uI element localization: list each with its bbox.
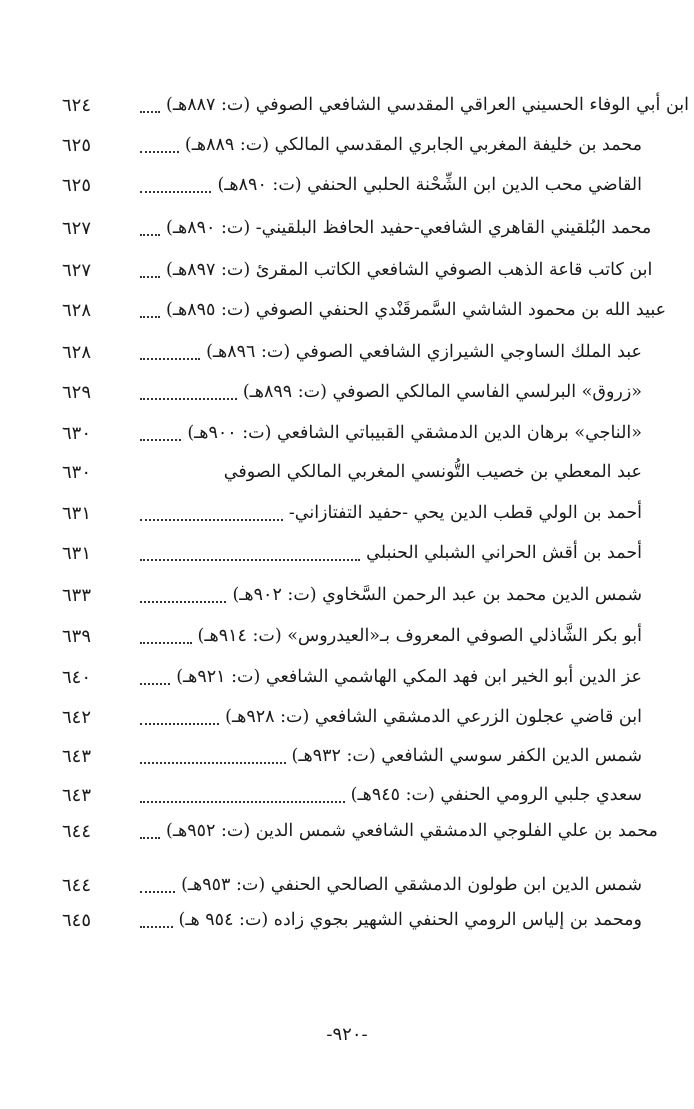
entry-title: «زروق» البرلسي الفاسي المالكي الصوفي (ت: ٨٩٩هـ) — [242, 382, 642, 402]
dot-leader — [140, 97, 160, 113]
entry-title: عبد الملك الساوجي الشيرازي الشافعي الصوفي (ت: ٨٩٦هـ) — [206, 342, 642, 362]
entry-title: شمس الدين الكفر سوسي الشافعي (ت: ٩٣٢هـ) — [291, 746, 642, 766]
dot-leader — [140, 628, 192, 644]
toc-entry — [58, 375, 642, 409]
entry-title: ابن أبي الوفاء الحسيني العراقي المقدسي الشافعي الصوفي (ت: ٨٨٧هـ) — [166, 95, 690, 115]
toc-entry — [58, 88, 690, 122]
toc-entry — [58, 455, 642, 489]
dot-leader — [140, 302, 160, 318]
toc-entry — [58, 778, 642, 812]
entry-title: أحمد بن الولي قطب الدين يحي -حفيد التفتازاني- — [288, 503, 642, 523]
entry-title: «الناجي» برهان الدين الدمشقي القبيباتي الشافعي (ت: ٩٠٠هـ) — [187, 423, 642, 443]
entry-title: ابن قاضي عجلون الزرعي الدمشقي الشافعي (ت: ٩٢٨هـ) — [225, 707, 642, 727]
page-number: ٦٤٥ — [62, 909, 92, 931]
entry-title: سعدي جلبي الرومي الحنفي (ت: ٩٤٥هـ) — [350, 785, 642, 805]
dot-leader — [140, 587, 226, 603]
entry-title: شمس الدين ابن طولون الدمشقي الصالحي الحنفي (ت: ٩٥٣هـ) — [181, 875, 642, 895]
page-number: ٦٣٠ — [62, 461, 92, 483]
dot-leader — [140, 220, 160, 236]
entry-title: عز الدين أبو الخير ابن فهد المكي الهاشمي الشافعي (ت: ٩٢١هـ) — [176, 667, 642, 687]
page-number: ٦٢٧ — [62, 259, 92, 281]
toc-entry — [58, 293, 667, 327]
entry-title: محمد البُلقيني القاهري الشافعي-حفيد الحافظ البلقيني- (ت: ٨٩٠هـ) — [166, 218, 652, 238]
page-number: ٦٤٣ — [62, 784, 92, 806]
page-number: ٦٢٥ — [62, 174, 92, 196]
page-number: ٦٣٠ — [62, 422, 92, 444]
page-number: ٦٢٥ — [62, 134, 92, 156]
page-number: ٦٤٤ — [62, 820, 92, 842]
dot-leader — [140, 505, 283, 521]
toc-entry — [58, 128, 642, 162]
entry-title: عبد المعطي بن خصيب التُّونسي المغربي المالكي الصوفي — [223, 462, 642, 482]
dot-leader — [140, 787, 345, 803]
page-number: ٦٢٧ — [62, 217, 92, 239]
dot-leader — [140, 545, 360, 561]
page-footer-number: -٩٢٠- — [326, 1024, 368, 1045]
page-number: ٦٤٤ — [62, 874, 92, 896]
entry-title: شمس الدين محمد بن عبد الرحمن السَّخاوي (ت: ٩٠٢هـ) — [232, 585, 642, 605]
page-number: ٦٤٣ — [62, 745, 92, 767]
dot-leader — [140, 137, 179, 153]
entry-title: أبو بكر الشَّاذلي الصوفي المعروف بـ«العيدروس» (ت: ٩١٤هـ) — [197, 626, 642, 646]
toc-entry — [58, 578, 642, 612]
toc-entry — [58, 168, 642, 202]
entry-title: عبيد الله بن محمود الشاشي السَّمرقَنْدي الحنفي الصوفي (ت: ٨٩٥هـ) — [166, 300, 667, 320]
dot-leader — [140, 877, 175, 893]
page-number: ٦٣١ — [62, 502, 92, 524]
toc-entry — [58, 335, 642, 369]
entry-title: ابن كاتب قاعة الذهب الصوفي الشافعي الكاتب المقرئ (ت: ٨٩٧هـ) — [166, 260, 653, 280]
toc-entry — [58, 416, 642, 450]
toc-entry — [58, 903, 642, 937]
dot-leader — [140, 262, 160, 278]
toc-entry — [58, 739, 642, 773]
dot-leader — [140, 384, 237, 400]
page-number: ٦٣١ — [62, 542, 92, 564]
page-number: ٦٣٩ — [62, 625, 92, 647]
dot-leader — [140, 709, 219, 725]
page-number: ٦٢٨ — [62, 299, 92, 321]
entry-title: محمد بن خليفة المغربي الجابري المقدسي المالكي (ت: ٨٨٩هـ) — [184, 135, 642, 155]
toc-entry — [58, 253, 653, 287]
toc-entry — [58, 814, 658, 848]
entry-title: محمد بن علي الفلوجي الدمشقي الشافعي شمس الدين (ت: ٩٥٢هـ) — [166, 821, 658, 841]
toc-entry — [58, 496, 642, 530]
dot-leader — [140, 912, 173, 928]
dot-leader — [140, 177, 211, 193]
entry-title: أحمد بن أقش الحراني الشبلي الحنبلي — [366, 543, 642, 563]
page-number: ٦٢٨ — [62, 341, 92, 363]
entry-title: ومحمد بن إلياس الرومي الحنفي الشهير بجوي زاده (ت: ٩٥٤ هـ) — [178, 910, 642, 930]
page-number: ٦٣٣ — [62, 584, 92, 606]
toc-entry — [58, 700, 642, 734]
toc-entry — [58, 211, 652, 245]
dot-leader — [140, 464, 218, 480]
toc-entry — [58, 868, 642, 902]
page-number: ٦٢٤ — [62, 94, 92, 116]
dot-leader — [140, 669, 170, 685]
page-number: ٦٤٠ — [62, 666, 92, 688]
toc-entry — [58, 536, 642, 570]
dot-leader — [140, 823, 160, 839]
page-number: ٦٤٢ — [62, 706, 92, 728]
page-number: ٦٢٩ — [62, 381, 92, 403]
toc-entry — [58, 619, 642, 653]
dot-leader — [140, 344, 200, 360]
dot-leader — [140, 425, 181, 441]
toc-entry — [58, 660, 642, 694]
entry-title: القاضي محب الدين ابن الشِّحْنة الحلبي الحنفي (ت: ٨٩٠هـ) — [217, 175, 642, 195]
dot-leader — [140, 748, 286, 764]
